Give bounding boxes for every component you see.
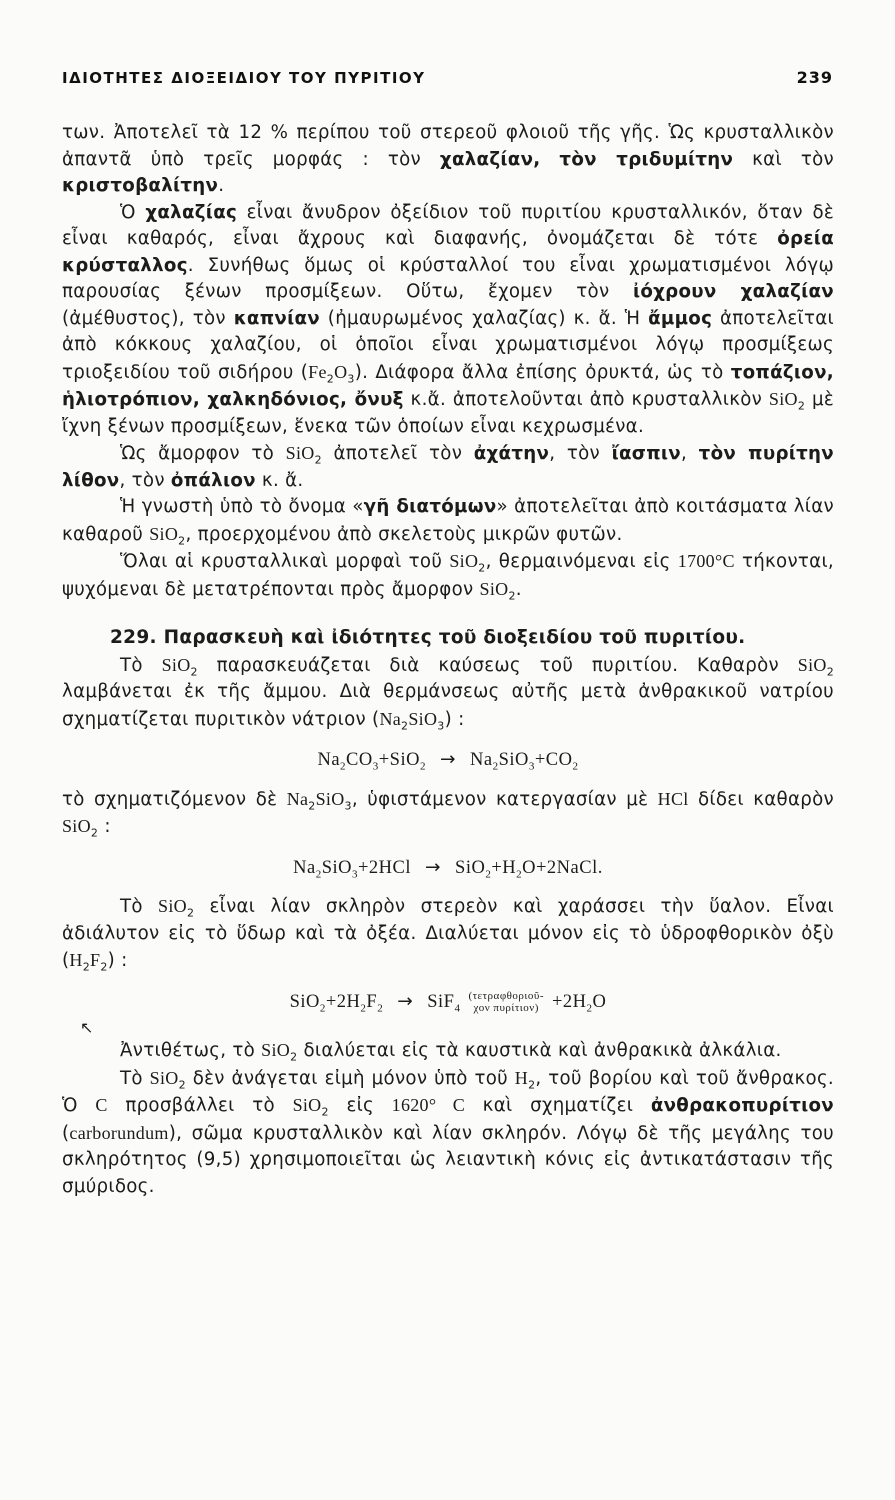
text: , τὸν bbox=[119, 469, 171, 491]
text: τὸ σχηματιζόμενον δὲ bbox=[62, 788, 287, 810]
subscript: 3 bbox=[528, 760, 535, 773]
subscript: 3 bbox=[347, 372, 355, 386]
section-heading: 229. Παρασκευὴ καὶ ἰδιότητες τοῦ διοξειδίου τοῦ πυριτίου. bbox=[110, 627, 746, 648]
term-opal: ὀπάλιον bbox=[170, 469, 256, 491]
formula: SiO bbox=[261, 1040, 291, 1060]
running-title: ΙΔΙΟΤΗΤΕΣ ΔΙΟΞΕΙΔΙΟΥ ΤΟΥ ΠΥΡΙΤΙΟΥ bbox=[62, 69, 426, 87]
text: Τὸ bbox=[120, 654, 162, 676]
text: . Συνήθως ὅμως οἱ κρύσταλλοί του εἶναι χρωματισμένοι λόγῳ παρουσίας ξένων προσμίξεων. Οὕτω, ἔχομεν τὸν bbox=[62, 254, 834, 302]
formula: O bbox=[334, 361, 348, 382]
subscript: 2 bbox=[290, 1050, 298, 1064]
formula: Na bbox=[286, 788, 309, 809]
term-flint: τὸν πυρίτην λίθον bbox=[62, 443, 834, 491]
subscript: 2 bbox=[572, 760, 579, 773]
term-cristobalite: κριστοβαλίτην bbox=[62, 175, 219, 196]
subscript: 2 bbox=[315, 868, 322, 881]
formula: SiO bbox=[161, 654, 191, 675]
text: , προερχομένου ἀπὸ σκελετοὺς μικρῶν φυτῶν. bbox=[185, 523, 623, 545]
paragraph-4 bbox=[62, 494, 834, 548]
text: διαλύεται εἰς τὰ καυστικὰ καὶ ἀνθρακικὰ ἀλκάλια. bbox=[297, 1040, 782, 1061]
text: εἶναι λίαν σκληρὸν στερεὸν καὶ χαράσσει τὴν ὕαλον. Εἶναι ἀδιάλυτον εἰς τὸ ὕδωρ καὶ τὰ ὀξέα. Διαλύεται μόνον εἰς τὸ ὑδροφθορικὸν ὀξὺ ( bbox=[62, 896, 835, 971]
text: κ. ἄ. bbox=[255, 469, 304, 491]
term-jasper: ἴασπιν bbox=[611, 443, 681, 464]
text: ), σῶμα κρυσταλλικὸν καὶ λίαν σκληρόν. Λόγῳ δὲ τῆς μεγάλης του σκληρότητος (9,5) χρησιμοποιεῖται ὡς λειαντικὴ κόνις εἰς ἀντικατάστασιν τῆς σμύριδος. bbox=[62, 1122, 834, 1197]
term-sand: ἄμμος bbox=[648, 307, 713, 329]
eq-term: CO bbox=[346, 750, 373, 770]
formula: SiO bbox=[797, 654, 827, 675]
eq-term: +2HCl bbox=[358, 857, 412, 878]
paragraph-8 bbox=[62, 893, 834, 975]
equation-2 bbox=[62, 855, 834, 882]
subscript: 3 bbox=[372, 760, 379, 773]
text: μὲ ἴχνη ξένων προσμίξεων, ἕνεκα τῶν ὁποίων εἶναι κεχρωσμένα. bbox=[62, 389, 834, 437]
subscript: 2 bbox=[190, 665, 198, 679]
subscript: 2 bbox=[82, 960, 91, 974]
eq-term: F bbox=[366, 991, 378, 1012]
temperature: 1620° C bbox=[391, 1095, 466, 1115]
formula: SiO bbox=[158, 896, 187, 916]
equation-3 bbox=[62, 989, 834, 1016]
eq-term: +2H bbox=[552, 991, 587, 1012]
formula: SiO bbox=[285, 443, 315, 463]
term-amethyst: ἰόχρουν χαλαζίαν bbox=[632, 281, 834, 302]
arrow-icon: → bbox=[439, 749, 456, 770]
formula: SiO bbox=[292, 1095, 322, 1115]
text: , τὸν bbox=[549, 443, 612, 464]
term-smoky-quartz: καπνίαν bbox=[233, 307, 320, 329]
subscript: 3 bbox=[437, 719, 445, 733]
paragraph-6 bbox=[62, 652, 834, 734]
page-body bbox=[62, 120, 834, 1200]
term-tridymite: τὸν τριδυμίτην bbox=[559, 148, 734, 170]
text: εἰς bbox=[328, 1095, 392, 1116]
term-rock-crystal: ὀρεία κρύσταλλος bbox=[62, 228, 834, 276]
text: κ.ἄ. ἀποτελοῦνται ἀπὸ κρυσταλλικὸν bbox=[403, 389, 769, 410]
subscript: 2 bbox=[326, 372, 335, 386]
text: Ὡς ἄμορφον τὸ bbox=[120, 443, 286, 464]
page-number: 239 bbox=[796, 68, 833, 87]
subscript: 2 bbox=[797, 399, 806, 413]
eq-term: SiO bbox=[289, 991, 320, 1012]
text: Ἡ γνωστὴ ὑπὸ τὸ ὄνομα « bbox=[120, 496, 364, 517]
subscript: 2 bbox=[100, 960, 108, 974]
text: . bbox=[515, 578, 522, 600]
paragraph-2 bbox=[62, 200, 834, 441]
text: ἀποτελεῖ τὸν bbox=[321, 443, 474, 464]
subscript: 2 bbox=[508, 589, 516, 603]
formula: SiO bbox=[62, 816, 91, 836]
text: Τὸ bbox=[120, 1067, 150, 1089]
eq-term: SiF bbox=[427, 991, 455, 1012]
text: ). Διάφορα ἄλλα ἐπίσης ὀρυκτά, ὡς τὸ bbox=[354, 361, 731, 383]
text: ) : bbox=[444, 708, 465, 730]
eq-term: O bbox=[592, 991, 607, 1012]
formula: SiO bbox=[315, 788, 345, 809]
eq-term: SiO bbox=[321, 857, 352, 878]
subscript: 2 bbox=[419, 760, 426, 773]
text: , bbox=[681, 443, 699, 464]
subscript: 2 bbox=[321, 1105, 329, 1119]
text: , ὑφιστάμενον κατεργασίαν μὲ bbox=[351, 788, 658, 810]
text: , τοῦ βορίου καὶ τοῦ ἄνθρακος. Ὁ bbox=[62, 1067, 834, 1116]
text: εἶναι ἄνυδρον ὀξείδιον τοῦ πυριτίου κρυσταλλικόν, ὅταν δὲ εἶναι καθαρός, εἶναι ἄχρους καὶ διαφανής, ὀνομάζεται δὲ τότε bbox=[62, 201, 834, 249]
running-header bbox=[62, 68, 833, 87]
subscript: 2 bbox=[516, 868, 523, 881]
text: (ἠμαυρωμένος χαλαζίας) κ. ἄ. Ἡ bbox=[319, 307, 649, 329]
term-diatomaceous-earth: γῆ διατόμων bbox=[363, 496, 497, 517]
subscript: 2 bbox=[340, 760, 347, 773]
subscript: 4 bbox=[454, 1002, 461, 1015]
subscript: 2 bbox=[492, 760, 499, 773]
text: προσβάλλει τὸ bbox=[107, 1095, 293, 1116]
formula: SiO bbox=[768, 389, 798, 409]
formula: Na bbox=[379, 708, 402, 729]
latin-term: carborundum bbox=[69, 1122, 169, 1143]
subscript: 3 bbox=[344, 799, 352, 813]
term-carborundum: ἀνθρακοπυρίτιον bbox=[650, 1095, 834, 1116]
subscript: 2 bbox=[178, 534, 186, 548]
paragraph-7 bbox=[62, 786, 834, 841]
temperature: 1700°C bbox=[677, 551, 735, 571]
eq-term: Na bbox=[293, 857, 316, 878]
text: Ἀντιθέτως, τὸ bbox=[120, 1040, 262, 1061]
equation-1 bbox=[62, 747, 834, 774]
subscript: 2 bbox=[528, 1078, 536, 1092]
subscript: 2 bbox=[485, 868, 492, 881]
formula: SiO bbox=[449, 551, 479, 571]
paragraph-9 bbox=[62, 1037, 834, 1065]
paragraph-1 bbox=[62, 120, 834, 200]
text: των. Ἀποτελεῖ τὰ 12 % περίπου τοῦ στερεοῦ φλοιοῦ τῆς γῆς. Ὡς κρυσταλλικὸν ἀπαντᾶ ὑπὸ τρεῖς μορφάς : τὸν bbox=[62, 122, 834, 170]
eq-term: +H bbox=[491, 857, 517, 878]
formula: F bbox=[90, 950, 101, 970]
subscript: 2 bbox=[186, 906, 195, 920]
text: δίδει καθαρὸν bbox=[688, 788, 834, 810]
term-agate: ἀχάτην bbox=[473, 443, 550, 464]
term-chalazias: χαλαζίαν, bbox=[439, 148, 541, 170]
annotation-line: (τετραφθοριοῦ- bbox=[468, 990, 544, 1003]
subscript: 3 bbox=[352, 868, 358, 881]
pencil-mark-icon: ↖ bbox=[80, 1018, 94, 1037]
eq-term: +2H bbox=[325, 991, 361, 1012]
formula: SiO bbox=[408, 708, 438, 729]
subscript: 2 bbox=[478, 561, 486, 575]
formula: C bbox=[95, 1095, 108, 1115]
paragraph-5 bbox=[62, 548, 834, 603]
formula: H bbox=[514, 1067, 529, 1088]
text: » ἀποτελεῖται ἀπὸ κοιτάσματα λίαν καθαροῦ bbox=[62, 496, 835, 545]
subscript: 2 bbox=[90, 826, 99, 840]
term-minerals: τοπάζιον, ἡλιοτρόπιον, χαλκηδόνιος, ὄνυξ bbox=[62, 361, 834, 410]
text: Ὁ bbox=[120, 201, 146, 223]
paragraph-3 bbox=[62, 440, 834, 494]
subscript: 2 bbox=[401, 719, 409, 733]
subscript: 2 bbox=[377, 1002, 384, 1015]
text: δὲν ἀνάγεται εἰμὴ μόνον ὑπὸ τοῦ bbox=[185, 1067, 515, 1089]
text: παρασκευάζεται διὰ καύσεως τοῦ πυριτίου. Καθαρὸν bbox=[197, 654, 798, 676]
text: ( bbox=[62, 1122, 70, 1144]
paragraph-10 bbox=[62, 1065, 834, 1201]
subscript: 2 bbox=[314, 453, 322, 467]
subscript: 2 bbox=[178, 1078, 186, 1092]
formula: SiO bbox=[149, 1067, 179, 1088]
eq-term: Na bbox=[470, 750, 493, 770]
text: , θερμαινόμεναι εἰς bbox=[485, 551, 678, 572]
text: Τὸ bbox=[120, 896, 159, 917]
formula: SiO bbox=[149, 523, 179, 544]
text: ) : bbox=[107, 950, 128, 971]
eq-term: O+2NaCl. bbox=[522, 857, 603, 878]
subscript: 2 bbox=[319, 1002, 326, 1015]
text: : bbox=[98, 816, 111, 837]
eq-term: Na bbox=[317, 750, 341, 770]
eq-term: +SiO bbox=[378, 750, 420, 770]
eq-term: SiO bbox=[498, 750, 529, 770]
subscript: 2 bbox=[360, 1002, 367, 1015]
term-quartz: χαλαζίας bbox=[145, 201, 238, 223]
text bbox=[540, 149, 559, 170]
text: Ὅλαι αἱ κρυσταλλικαὶ μορφαὶ τοῦ bbox=[120, 551, 450, 572]
eq-term: SiO bbox=[455, 857, 486, 878]
arrow-icon: → bbox=[397, 990, 414, 1012]
subscript: 2 bbox=[308, 799, 316, 813]
formula: HCl bbox=[657, 788, 689, 809]
subscript: 2 bbox=[586, 1002, 593, 1015]
arrow-icon: → bbox=[425, 856, 442, 878]
formula: SiO bbox=[479, 578, 509, 599]
text: ἀποτελεῖται ἀπὸ κόκκους χαλαζίου, οἱ ὁποῖοι εἶναι χρωματισμένοι λόγῳ προσμίξεως τριοξειδίου τοῦ σιδήρου ( bbox=[62, 307, 834, 383]
text: (ἀμέθυστος), τὸν bbox=[62, 307, 234, 329]
text: . bbox=[218, 175, 225, 196]
formula: Fe bbox=[308, 361, 327, 382]
text: τήκονται, ψυχόμεναι δὲ μετατρέπονται πρὸς ἄμορφον bbox=[62, 551, 835, 600]
text: λαμβάνεται ἐκ τῆς ἄμμου. Διὰ θερμάνσεως αὐτῆς μετὰ ἀνθρακικοῦ νατρίου σχηματίζεται πυριτικὸν νάτριον ( bbox=[62, 681, 834, 730]
formula: H bbox=[69, 950, 83, 970]
eq-term: +CO bbox=[534, 750, 573, 770]
subscript: 2 bbox=[826, 665, 834, 679]
annotation-line: χον πυρίτιον) bbox=[473, 1002, 539, 1015]
text: καὶ σχηματίζει bbox=[465, 1095, 651, 1116]
product-annotation bbox=[468, 990, 544, 1014]
text: καὶ τὸν bbox=[733, 148, 834, 170]
